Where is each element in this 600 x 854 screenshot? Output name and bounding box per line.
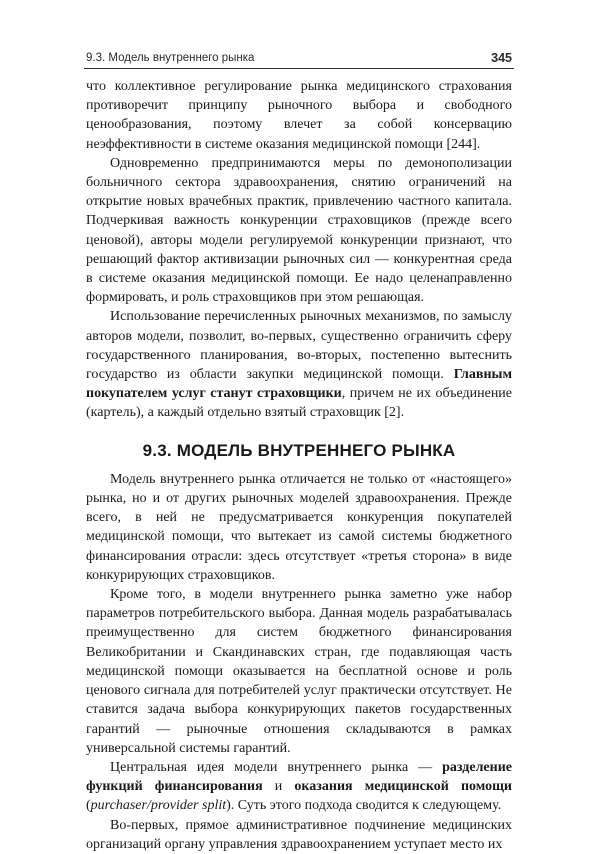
paragraph-6-bold-1: разделение функций финансирования (86, 759, 512, 795)
paragraph-6-text-a: Центральная идея модели внутреннего рынка — (110, 759, 443, 775)
paragraph-2: Одновременно предпринимаются меры по демонополизации больничного сектора здравоохранения, снятию ограничений на открытие новых врачебных практик, привлечению частного капитала. Подчеркивая важность конкуренции страховщиков (прежде всего ценовой), авторы модели регулируемой конкуренции признают, что решающий фактор активизации рыночных сил — конкурентная среда в системе оказания медицинской помощи. Ее надо целенаправленно формировать, и роль страховщиков при этом решающая. (86, 155, 512, 306)
running-header (84, 50, 514, 70)
running-title: 9.3. Модель внутреннего рынка (86, 52, 255, 64)
paragraph-3 (86, 307, 512, 422)
paragraph-6-italic: purchaser/provider split (90, 798, 227, 814)
paragraph-6-paren: ( (86, 798, 91, 814)
paragraph-5: Кроме того, в модели внутреннего рынка заметно уже набор параметров потребительского выбора. Данная модель разрабатывалась преимущественно для систем бюджетного финансирования Великобритании и Скандинавских стран, где подавляющая часть медицинской помощи оказывается на бесплатной основе и роль ценового сигнала для потребителей услуг практически отсутствует. Не ставится задача выбора конкурирующих пакетов государственных гарантий — рыночные отношения складываются в рамках универсальной системы гарантий. (86, 587, 512, 756)
paragraph-3-bold: Главным покупателем услуг станут страховщики (86, 367, 512, 402)
paragraph-3-text-b: , причем не их объединение (картель), а каждый отдельно взятый страховщик [2]. (86, 386, 513, 421)
paragraph-6 (86, 758, 512, 816)
paragraph-6-bold-2: оказания медицинской помощи (294, 779, 512, 795)
paragraph-7: Во-первых, прямое административное подчинение медицинских организаций органу управления здравоохранением уступает место их (86, 817, 512, 852)
paragraph-3-text-a: Использование перечисленных рыночных механизмов, по замыслу авторов модели, позволит, во-первых, существенно ограничить сферу государственного планирования, во-вторых, постепенно вытеснить государство из области закупки медицинской помощи. (86, 309, 512, 383)
section-heading: 9.3. МОДЕЛЬ ВНУТРЕННЕГО РЫНКА (142, 440, 456, 460)
paragraph-4: Модель внутреннего рынка отличается не только от «настоящего» рынка, но и от других рыночных моделей здравоохранения. Прежде всего, в ней не предусматривается конкуренция покупателей медицинской помощи, что вытекает из самой системы бюджетного финансирования отрасли: здесь отсутствует «третья сторона» в виде конкурирующих страховщиков. (86, 471, 512, 583)
paragraph-6-and: и (262, 779, 295, 795)
paragraph-6-text-b: ). Суть этого подхода сводится к следующему. (226, 798, 502, 814)
body-text (86, 77, 512, 854)
paragraph-1: что коллективное регулирование рынка медицинского страхования противоречит принципу рыночного выбора и свободного ценообразования, поэтому влечет за собой консервацию неэффективности в системе оказания медицинской помощи [244]. (86, 79, 512, 152)
page-number: 345 (491, 51, 512, 65)
header-rule (84, 68, 514, 69)
